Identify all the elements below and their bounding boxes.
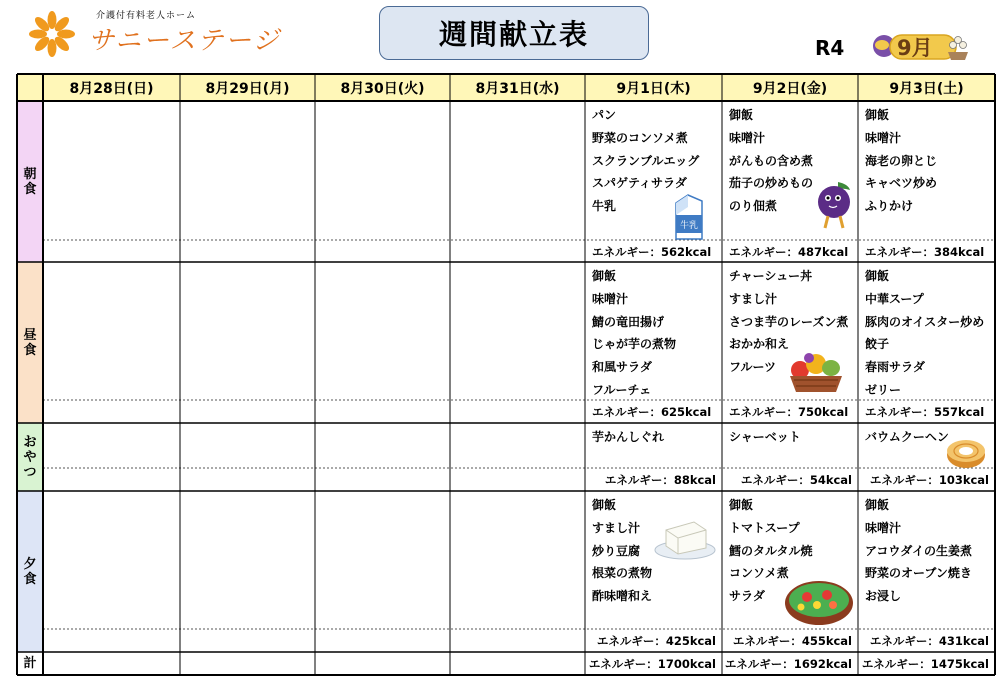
menu-item: すまし汁 [592,520,641,535]
menu-item: アコウダイの生姜煮 [865,543,973,558]
menu-item: キャベツ炒め [865,176,938,191]
energy-value: エネルギー：431kcal [869,634,989,648]
menu-item: さつま芋のレーズン煮 [729,314,849,329]
baumkuchen-icon [946,437,986,469]
energy-value: エネルギー：487kcal [729,245,849,259]
meal-label-char: 食 [23,181,37,197]
energy-value: エネルギー：625kcal [592,405,712,419]
day-header: 9月2日(金) [752,80,828,97]
menu-item: シャーベット [729,430,801,444]
menu-item: ゼリー [865,383,902,397]
energy-value: エネルギー：88kcal [604,473,716,487]
menu-item: トマトスープ [729,520,800,535]
page-title: 週間献立表 [379,6,649,60]
menu-item: じゃが芋の煮物 [592,337,677,352]
meal-label-char: や [23,449,37,465]
meal-label-total [17,652,43,675]
menu-item: 酢味噌和え [592,589,653,604]
menu-item: 御飯 [592,498,617,512]
menu-item: 芋かんしぐれ [592,430,665,444]
day-header: 8月30日(火) [340,80,425,97]
menu-item: 春雨サラダ [865,360,925,375]
menu-item: 海老の卵とじ [865,153,938,168]
menu-item: 御飯 [729,498,754,512]
energy-value: エネルギー：384kcal [865,245,985,259]
menu-item: 御飯 [865,269,890,283]
menu-item: スクランブルエッグ [592,153,700,168]
menu-item: 餃子 [865,337,890,352]
milk-carton-icon [668,193,710,241]
energy-value: エネルギー：1475kcal [861,657,989,671]
meal-label-dinner [17,491,43,652]
meal-label-char: つ [23,464,37,480]
menu-item: 炒り豆腐 [592,543,641,558]
day-header: 8月31日(水) [475,80,560,97]
meal-label-char: 計 [23,656,37,671]
month-label: 9月 [897,36,933,60]
tofu-plate-icon [654,516,716,560]
day-header: 9月3日(土) [889,80,964,97]
meal-label-snack [17,423,43,491]
menu-item: 牛乳 [592,199,617,214]
menu-item: バウムクーヘン [865,430,949,444]
energy-value: エネルギー：562kcal [592,245,712,259]
energy-value: エネルギー：750kcal [729,405,849,419]
menu-item: がんもの含め煮 [729,153,814,168]
menu-item: 御飯 [865,108,890,122]
meal-label-char: 食 [23,571,37,587]
menu-item: 中華スープ [865,291,924,306]
menu-item: 和風サラダ [592,360,652,375]
menu-item: 御飯 [865,498,890,512]
menu-item: フルーツ [729,360,777,375]
meal-label-char: 朝 [23,166,37,182]
menu-item: 味噌汁 [865,520,902,535]
menu-item: 豚肉のオイスター炒め [865,314,985,329]
menu-item: 鯖の竜田揚げ [592,314,665,329]
menu-item: 野菜のオーブン焼き [865,566,972,581]
energy-value: エネルギー：54kcal [740,473,852,487]
logo-name: サニーステージ [88,26,281,56]
energy-value: エネルギー：1700kcal [588,657,716,671]
meal-label-char: 食 [23,342,37,358]
salad-bowl-icon [783,577,855,629]
menu-item: 味噌汁 [592,291,629,306]
meal-label-lunch [17,262,43,423]
menu-item: 茄子の炒めもの [729,176,814,191]
menu-item: ふりかけ [865,199,914,214]
menu-item: すまし汁 [729,291,778,306]
menu-item: のり佃煮 [729,199,778,214]
menu-item: コンソメ煮 [729,566,789,581]
milk-label: 牛乳 [679,221,699,231]
menu-item: 根菜の煮物 [592,566,653,581]
energy-value: エネルギー：425kcal [596,634,716,648]
menu-item: フルーチェ [592,383,652,397]
energy-value: エネルギー：455kcal [732,634,852,648]
menu-item: 野菜のコンソメ煮 [592,130,688,145]
energy-value: エネルギー：1692kcal [724,657,852,671]
energy-value: エネルギー：557kcal [865,405,985,419]
menu-item: パン [592,108,617,122]
fruit-basket-icon [786,346,846,396]
energy-value: エネルギー：103kcal [869,473,989,487]
menu-item: 鱈のタルタル焼 [729,543,813,558]
menu-item: 味噌汁 [729,130,766,145]
menu-item: スパゲティサラダ [592,176,687,191]
meal-label-breakfast [17,101,43,262]
menu-item: サラダ [729,589,765,604]
menu-item: おかか和え [729,337,790,352]
menu-item: チャーシュー丼 [729,269,813,283]
menu-item: 御飯 [729,108,754,122]
eggplant-character-icon [812,176,858,232]
year-label: R4 [815,36,845,60]
meal-label-char: 夕 [23,556,37,572]
meal-label-char: お [23,434,37,450]
menu-item: 御飯 [592,269,617,283]
menu-item: お浸し [865,589,902,604]
day-header: 9月1日(木) [616,80,691,97]
meal-label-char: 昼 [23,327,37,343]
logo-subtitle: 介護付有料老人ホーム [96,11,197,21]
menu-item: 味噌汁 [865,130,902,145]
day-header: 8月28日(日) [69,80,154,97]
day-header: 8月29日(月) [205,80,290,97]
